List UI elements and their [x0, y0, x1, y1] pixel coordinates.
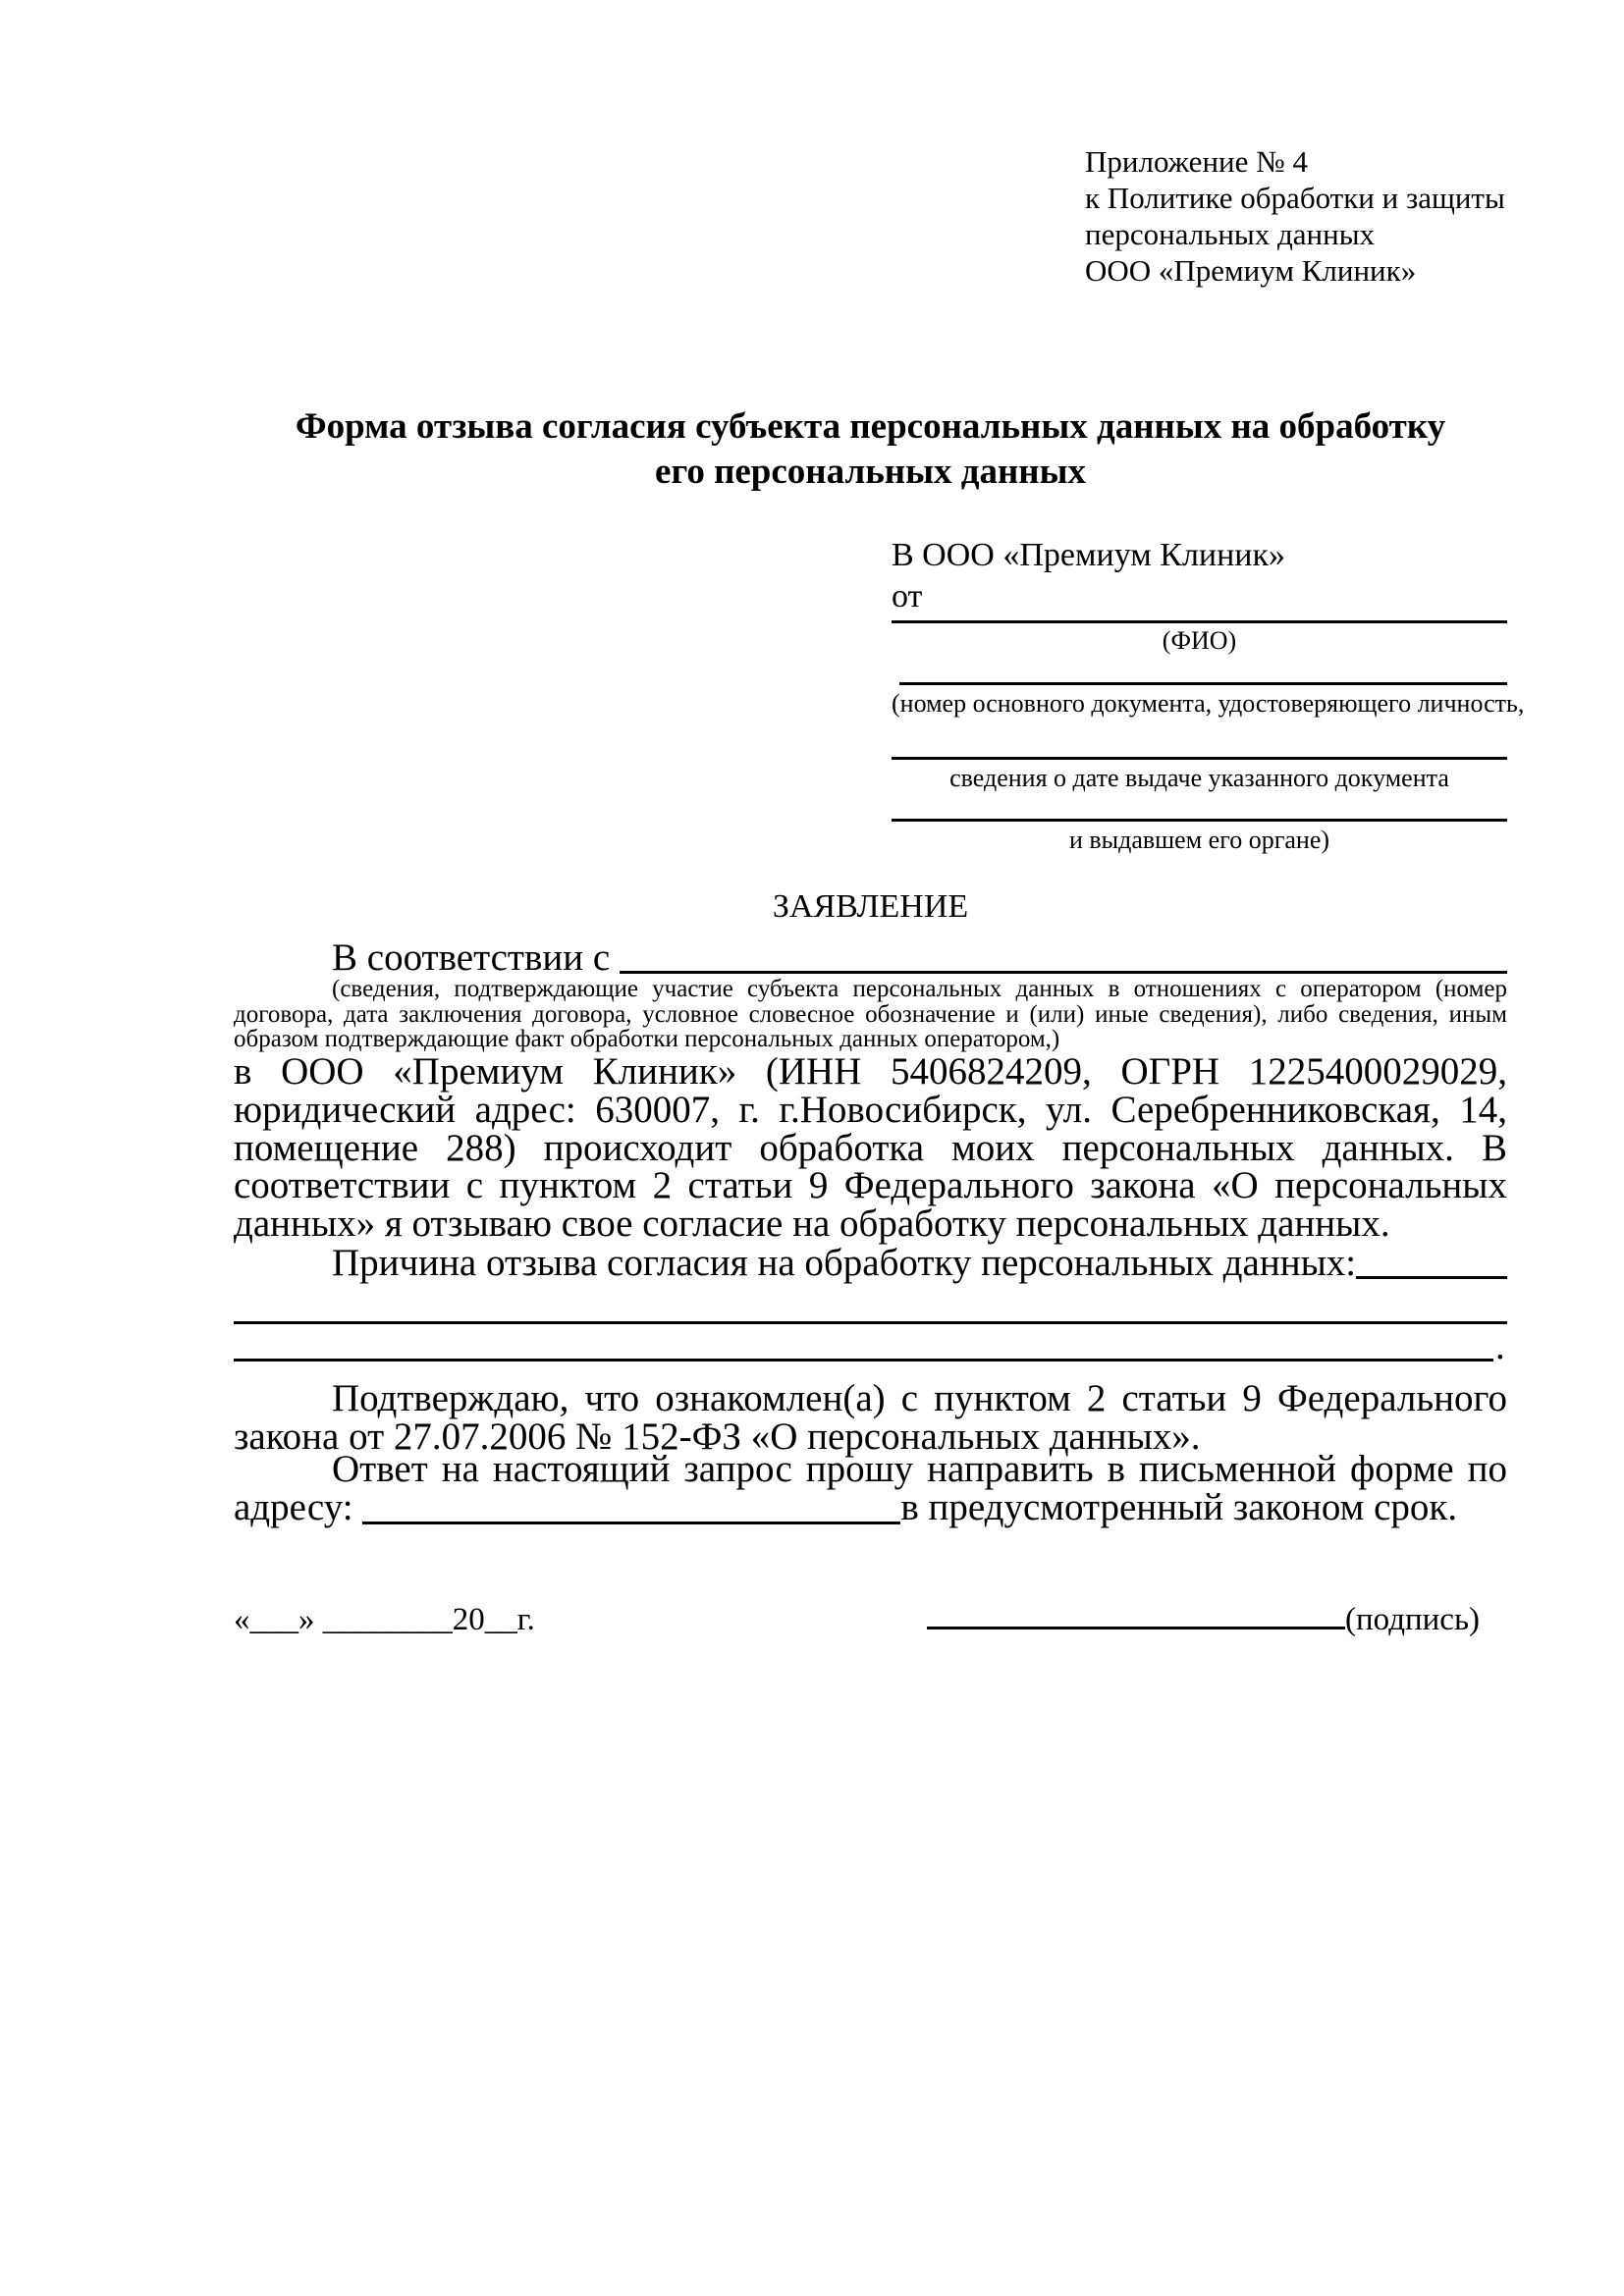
reason-label: Причина отзыва согласия на обработку персональных данных:	[332, 1242, 1357, 1284]
reason-blank-line-3	[234, 1359, 1493, 1362]
document-issue-date-blank-line	[892, 757, 1507, 760]
appendix-header-line: к Политике обработки и защиты	[1085, 181, 1505, 215]
first-line-indent	[234, 938, 332, 977]
appendix-header-line: Приложение № 4	[1085, 144, 1308, 179]
reply-address-blank-line	[362, 1522, 900, 1524]
confirmation-paragraph: Подтверждаю, что ознакомлен(а) с пунктом 2 статьи 9 Федерального закона от 27.07.2006 № 152-ФЗ «О персональных данных».	[234, 1377, 1507, 1458]
reason-blank-line-2	[234, 1321, 1507, 1324]
document-issuer-blank-line	[892, 819, 1507, 822]
appendix-header	[1085, 143, 1505, 289]
reason-blank-line	[1356, 1244, 1507, 1279]
fio-blank-line	[892, 620, 1507, 623]
statement-body-paragraph: в ООО «Премиум Клиник» (ИНН 5406824209, ОГРН 1225400029029, юридический адрес: 630007, г. г.Новосибирск, ул. Серебренниковская, 14, помещение 288) происходит обработка моих персональных данных. В соответствии с пунктом 2 статьи 9 Федерального закона «О персональных данных» я отзываю свое согласие на обработку персональных данных.	[234, 1050, 1507, 1246]
reply-text-suffix: в предусмотренный законом срок.	[900, 1485, 1458, 1528]
appendix-header-line: персональных данных	[1085, 217, 1376, 251]
document-issuer-caption: и выдавшем его органе)	[1068, 826, 1330, 854]
addressee-to: В ООО «Премиум Клиник»	[892, 537, 1286, 573]
appendix-header-line: ООО «Премиум Клиник»	[1085, 253, 1417, 288]
addressee-block	[892, 535, 1525, 879]
reason-line	[234, 1244, 1507, 1282]
date-blank: «___» ________20__г.	[234, 1602, 535, 1637]
intro-caption: (сведения, подтверждающие участие субъекта персональных данных в отношениях с оператором (номер договора, дата заключения договора, условное словесное обозначение и (или) иные сведения), либо сведения, иным образом подтверждающие факт обработки персональных данных оператором,)	[234, 976, 1507, 1052]
document-title	[234, 404, 1507, 495]
document-number-blank-line	[899, 682, 1507, 685]
reply-paragraph	[234, 1448, 1507, 1528]
document-title-line: Форма отзыва согласия субъекта персональных данных на обработку	[295, 406, 1446, 447]
signature-blank-line	[927, 1627, 1345, 1629]
first-line-indent	[234, 1244, 332, 1282]
addressee-from-label: от	[892, 578, 923, 614]
document-issue-date-caption: сведения о дате выдаче указанного документа	[949, 764, 1449, 792]
intro-label: В соответствии с	[332, 936, 611, 979]
blank-line-period: .	[1495, 1325, 1505, 1367]
signature-caption: (подпись)	[1345, 1602, 1480, 1637]
document-number-caption: (номер основного документа, удостоверяющего личность,	[892, 689, 1525, 718]
intro-line	[234, 938, 1507, 977]
fio-caption: (ФИО)	[1162, 626, 1237, 655]
intro-blank-line	[620, 938, 1507, 974]
reply-text: Ответ на настоящий запрос прошу направить в письменной форме по адресу:	[234, 1448, 1507, 1528]
date-signature-row	[234, 1600, 1507, 1639]
statement-heading: ЗАЯВЛЕНИЕ	[772, 888, 969, 925]
document-title-line: его персональных данных	[655, 452, 1086, 492]
